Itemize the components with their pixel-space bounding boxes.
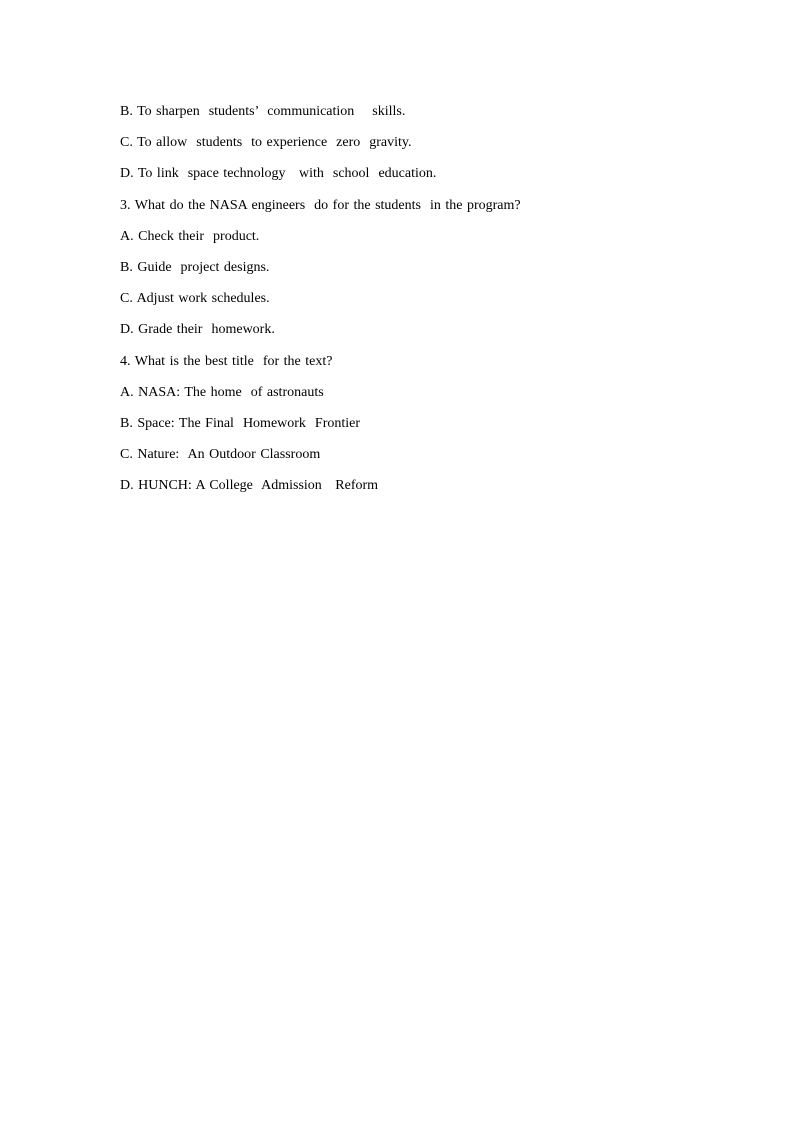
q4-option-d: D. HUNCH: A College Admission Reform	[120, 478, 379, 494]
q3-option-a: A. Check their product.	[120, 228, 260, 244]
question-3: 3. What do the NASA engineers do for the students in the program?	[120, 197, 521, 213]
q4-option-a: A. NASA: The home of astronauts	[120, 384, 324, 400]
question-4: 4. What is the best title for the text?	[120, 353, 333, 369]
q2-option-b: B. To sharpen students’ communication skills.	[120, 104, 406, 119]
q4-option-b: B. Space: The Final Homework Frontier	[120, 415, 361, 431]
q2-option-d: D. To link space technology with school education.	[120, 166, 437, 182]
q4-option-c: C. Nature: An Outdoor Classroom	[120, 447, 321, 463]
q3-option-b: B. Guide project designs.	[120, 259, 270, 275]
q3-option-c: C. Adjust work schedules.	[120, 291, 270, 307]
q3-option-d: D. Grade their homework.	[120, 322, 275, 338]
q2-option-c: C. To allow students to experience zero gravity.	[120, 135, 412, 151]
question-block	[120, 102, 680, 507]
